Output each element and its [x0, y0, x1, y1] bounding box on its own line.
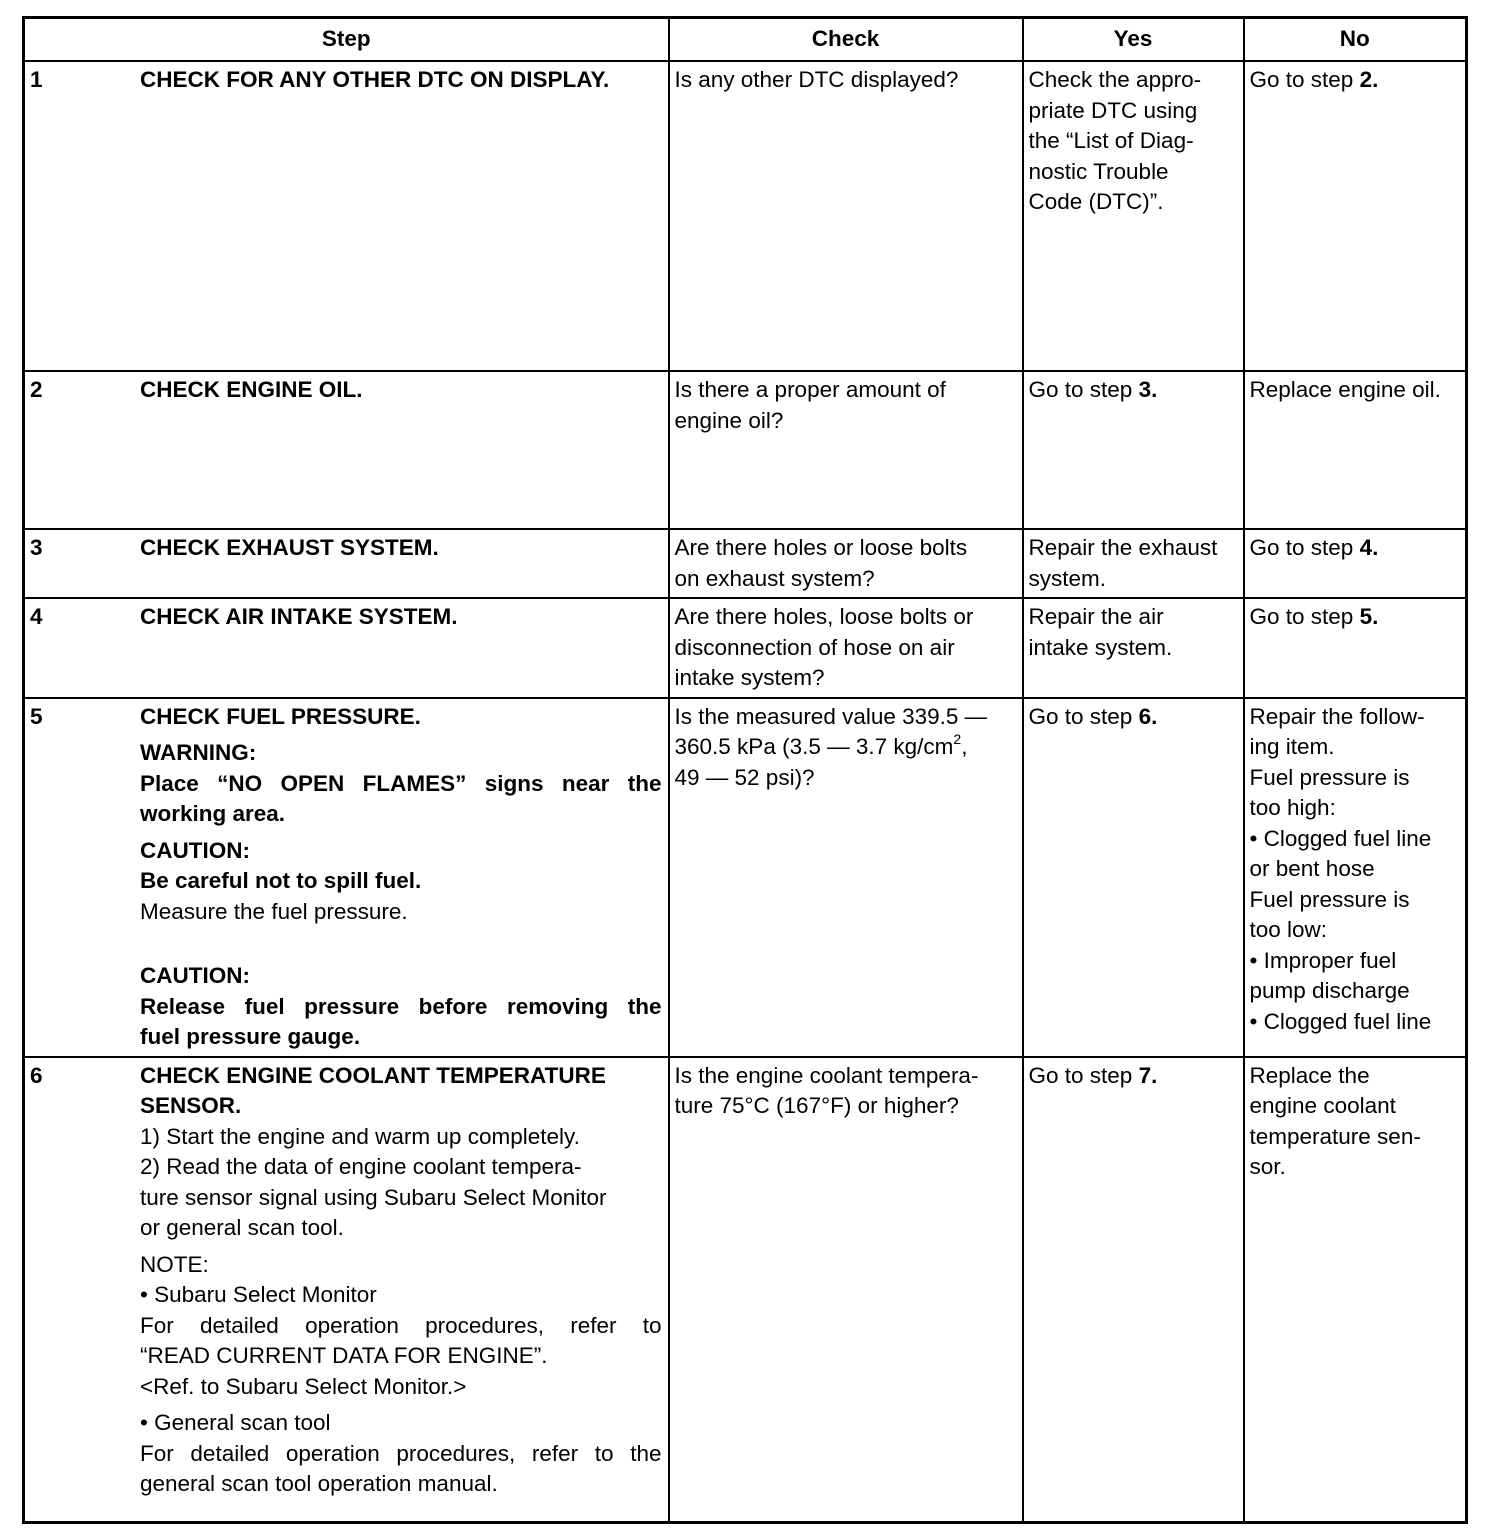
no-line: engine coolant — [1249, 1093, 1396, 1118]
check-line: engine oil? — [674, 407, 784, 433]
step-number: 3 — [30, 535, 43, 560]
header-no: No — [1244, 18, 1467, 62]
warning-line: working area. — [140, 801, 286, 826]
no-text: Go to step — [1249, 604, 1360, 629]
step-number: 5 — [30, 703, 43, 729]
step-title: CHECK EXHAUST SYSTEM. — [140, 535, 439, 560]
step-title: CHECK AIR INTAKE SYSTEM. — [140, 604, 458, 629]
step-cell — [24, 61, 669, 371]
goto-step-link[interactable]: 3 — [1138, 377, 1152, 402]
yes-line: Code (DTC)”. — [1028, 189, 1164, 214]
check-line: disconnection of hose on air — [674, 634, 955, 660]
yes-suffix: . — [1151, 377, 1158, 402]
no-cell — [1244, 698, 1467, 1057]
no-line: • Clogged fuel line — [1249, 825, 1432, 851]
yes-suffix: . — [1151, 703, 1158, 729]
caution-line: Release fuel pressure before removing the — [140, 993, 662, 1019]
check-cell — [669, 1057, 1023, 1523]
no-cell — [1244, 598, 1467, 698]
yes-line: nostic Trouble — [1028, 158, 1169, 184]
no-line: Replace the — [1249, 1062, 1370, 1088]
no-line: Fuel pressure is — [1249, 886, 1410, 912]
procedure-line: 1) Start the engine and warm up completely. — [140, 1123, 580, 1149]
check-cell — [669, 61, 1023, 371]
note-label: NOTE: — [140, 1251, 209, 1277]
no-suffix: . — [1372, 604, 1379, 629]
yes-text: Go to step — [1028, 377, 1139, 402]
note-line: For detailed operation procedures, refer to the — [140, 1440, 662, 1466]
yes-line: intake system. — [1028, 634, 1173, 660]
instruction-text: Measure the fuel pressure. — [140, 898, 408, 924]
no-line: or bent hose — [1249, 856, 1375, 881]
check-line-part: , — [961, 734, 968, 759]
no-line: ing item. — [1249, 734, 1335, 759]
note-line: “READ CURRENT DATA FOR ENGINE”. — [140, 1343, 548, 1368]
check-line: Are there holes, loose bolts or — [674, 604, 974, 629]
note-line: For detailed operation procedures, refer to — [140, 1312, 662, 1338]
check-cell — [669, 698, 1023, 1057]
yes-line: Repair the air — [1028, 604, 1164, 629]
table-row — [24, 61, 1467, 371]
yes-line: system. — [1028, 565, 1107, 591]
yes-cell — [1023, 598, 1244, 698]
check-line: Is the engine coolant tempera- — [674, 1062, 979, 1088]
yes-text: Go to step — [1028, 703, 1139, 729]
no-line: Fuel pressure is — [1249, 764, 1410, 790]
step-title: CHECK FUEL PRESSURE. — [140, 703, 421, 729]
no-line: too low: — [1249, 917, 1328, 942]
note-item: • General scan tool — [140, 1410, 331, 1435]
yes-line: Check the appro- — [1028, 67, 1202, 92]
yes-suffix: . — [1151, 1062, 1158, 1088]
yes-line: priate DTC using — [1028, 97, 1198, 123]
no-suffix: . — [1372, 535, 1379, 560]
check-line: 49 — 52 psi)? — [674, 764, 815, 790]
no-cell — [1244, 1057, 1467, 1523]
yes-cell — [1023, 698, 1244, 1057]
step-cell — [24, 529, 669, 598]
no-line: • Clogged fuel line — [1249, 1008, 1432, 1034]
yes-text: Go to step — [1028, 1062, 1139, 1088]
no-text: Go to step — [1249, 67, 1360, 92]
yes-cell — [1023, 1057, 1244, 1523]
caution-label: CAUTION: — [140, 837, 250, 863]
check-cell — [669, 371, 1023, 529]
warning-line: Place “NO OPEN FLAMES” signs near the — [140, 770, 662, 796]
table-row — [24, 371, 1467, 529]
table-row — [24, 698, 1467, 1057]
step-cell — [24, 371, 669, 529]
step-title: SENSOR. — [140, 1093, 242, 1118]
step-title: CHECK ENGINE OIL. — [140, 377, 363, 402]
no-cell — [1244, 61, 1467, 371]
check-line: Is the measured value 339.5 — — [674, 703, 988, 729]
yes-cell — [1023, 529, 1244, 598]
table-row — [24, 529, 1467, 598]
check-line — [675, 732, 1016, 763]
procedure-line: 2) Read the data of engine coolant tempera- — [140, 1154, 582, 1179]
step-title: CHECK FOR ANY OTHER DTC ON DISPLAY. — [140, 67, 610, 92]
table-header-row — [24, 18, 1467, 62]
table-row — [24, 1057, 1467, 1523]
check-line: Is there a proper amount of — [674, 377, 946, 402]
header-yes: Yes — [1023, 18, 1244, 62]
goto-step-link[interactable]: 4 — [1359, 535, 1373, 560]
check-text: Is any other DTC displayed? — [674, 67, 959, 92]
caution-label: CAUTION: — [140, 963, 250, 988]
no-cell — [1244, 371, 1467, 529]
diagnostic-table — [22, 16, 1468, 1524]
goto-step-link[interactable]: 5 — [1359, 604, 1373, 629]
step-number: 4 — [30, 604, 43, 629]
no-cell — [1244, 529, 1467, 598]
step-number: 2 — [30, 377, 43, 402]
step-cell — [24, 1057, 669, 1523]
step-number: 6 — [30, 1062, 43, 1088]
check-line: on exhaust system? — [674, 565, 875, 591]
no-suffix: . — [1372, 67, 1379, 92]
goto-step-link[interactable]: 2 — [1359, 67, 1373, 92]
step-title: CHECK ENGINE COOLANT TEMPERATURE — [140, 1062, 606, 1088]
caution-text: Be careful not to spill fuel. — [140, 868, 422, 893]
caution-line: fuel pressure gauge. — [140, 1024, 361, 1049]
step-number: 1 — [30, 67, 43, 92]
no-line: pump discharge — [1249, 978, 1410, 1003]
no-line: sor. — [1249, 1154, 1286, 1179]
yes-line: the “List of Diag- — [1028, 128, 1194, 153]
reference-link[interactable]: <Ref. to Subaru Select Monitor.> — [140, 1373, 467, 1399]
no-line: • Improper fuel — [1249, 947, 1397, 973]
check-line: intake system? — [674, 665, 825, 690]
no-text: Replace engine oil. — [1249, 377, 1441, 402]
note-line: general scan tool operation manual. — [140, 1471, 498, 1496]
header-check: Check — [669, 18, 1023, 62]
procedure-line: ture sensor signal using Subaru Select Monitor — [140, 1184, 607, 1210]
warning-label: WARNING: — [140, 740, 257, 765]
no-text: Go to step — [1249, 535, 1360, 560]
check-line: ture 75°C (167°F) or higher? — [674, 1093, 959, 1118]
step-cell — [24, 598, 669, 698]
yes-cell — [1023, 61, 1244, 371]
no-line: Repair the follow- — [1249, 703, 1425, 729]
check-line: Are there holes or loose bolts — [674, 535, 968, 560]
goto-step-link[interactable]: 6 — [1138, 703, 1152, 729]
note-item: • Subaru Select Monitor — [140, 1282, 377, 1307]
goto-step-link[interactable]: 7 — [1138, 1062, 1152, 1088]
yes-line: Repair the exhaust — [1028, 535, 1218, 560]
step-cell — [24, 698, 669, 1057]
no-line: temperature sen- — [1249, 1123, 1421, 1149]
procedure-line: or general scan tool. — [140, 1215, 344, 1240]
table-row — [24, 598, 1467, 698]
check-cell — [669, 529, 1023, 598]
no-line: too high: — [1249, 795, 1336, 820]
header-step: Step — [24, 18, 669, 62]
yes-cell — [1023, 371, 1244, 529]
check-line-part: 360.5 kPa (3.5 — 3.7 kg/cm — [674, 734, 954, 759]
check-cell — [669, 598, 1023, 698]
superscript: 2 — [953, 730, 962, 747]
